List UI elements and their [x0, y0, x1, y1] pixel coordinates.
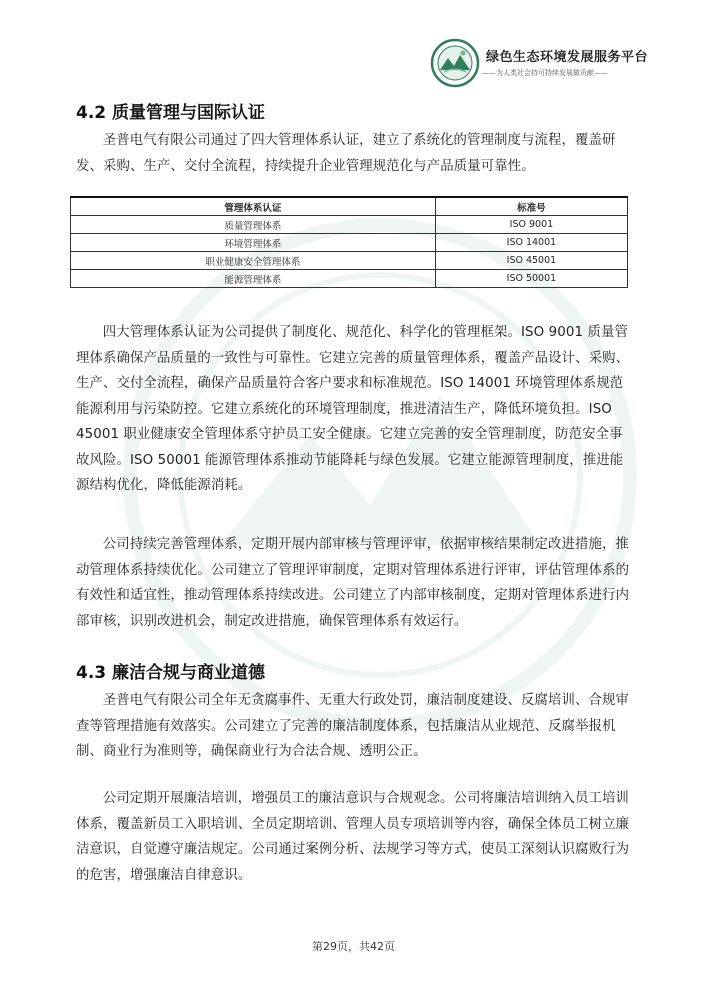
table-row	[71, 252, 628, 270]
section-4-3-paragraph-2: 公司定期开展廉洁培训，增强员工的廉洁意识与合规观念。公司将廉洁培训纳入员工培训体系，覆盖新员工入职培训、全员定期培训、管理人员专项培训等内容，确保全体员工树立廉洁意识，自觉遵守廉洁规定。公司通过案例分析、法规学习等方式，使员工深刻认识腐败行为的危害，增强廉洁自律意识。	[76, 791, 630, 883]
table-header-cell: 管理体系认证	[71, 197, 436, 216]
section-4-3-paragraph-1: 圣普电气有限公司全年无贪腐事件、无重大行政处罚，廉洁制度建设、反腐培训、合规审查等管理措施有效落实。公司建立了完善的廉洁制度体系，包括廉洁从业规范、反腐举报机制、商业行为准则等，确保商业行为合法合规、透明公正。	[76, 693, 629, 759]
table-header-cell: 标准号	[435, 197, 627, 216]
table-row	[71, 234, 628, 252]
table-cell: 能源管理体系	[71, 270, 436, 288]
section-4-2-paragraph-2: 四大管理体系认证为公司提供了制度化、规范化、科学化的管理框架。ISO 9001 质量管理体系确保产品质量的一致性与可靠性。它建立完善的质量管理体系，覆盖产品设计、采购、生产、交付全流程，确保产品质量符合客户要求和标准规范。ISO 14001 环境管理体系规范能源利用与污染防控。它建立系统化的环境管理制度，推进清洁生产，降低环境负担。ISO 45001 职业健康安全管理体系守护员工安全健康。它建立完善的安全管理制度，防范安全事故风险。ISO 50001 能源管理体系推动节能降耗与绿色发展。它建立能源管理制度，推进能源结构优化，降低能源消耗。	[76, 325, 630, 493]
table-cell: 职业健康安全管理体系	[71, 252, 436, 270]
brand-title: 绿色生态环境发展服务平台	[486, 50, 649, 65]
brand-slogan: ——为人类社会持可持续发展做贡献——	[482, 69, 608, 77]
section-4-2-intro: 圣普电气有限公司通过了四大管理体系认证，建立了系统化的管理制度与流程，覆盖研发、采购、生产、交付全流程，持续提升企业管理规范化与产品质量可靠性。	[76, 133, 616, 174]
page-header	[430, 32, 680, 94]
section-heading-4-2: 4.2 质量管理与国际认证	[76, 103, 266, 123]
table-cell: ISO 14001	[435, 234, 627, 252]
table-cell: 环境管理体系	[71, 234, 436, 252]
table-row	[71, 270, 628, 288]
table-header-row	[71, 197, 628, 216]
table-cell: 质量管理体系	[71, 216, 436, 234]
certification-table	[70, 196, 628, 288]
page-footer: 第29页，共42页	[312, 940, 395, 953]
table-cell: ISO 9001	[435, 216, 627, 234]
platform-logo-icon	[430, 38, 480, 88]
table-cell: ISO 45001	[435, 252, 627, 270]
table-row	[71, 216, 628, 234]
table-cell: ISO 50001	[435, 270, 627, 288]
section-heading-4-3: 4.3 廉洁合规与商业道德	[76, 663, 266, 683]
section-4-2-paragraph-3: 公司持续完善管理体系，定期开展内部审核与管理评审，依据审核结果制定改进措施，推动管理体系持续优化。公司建立了管理评审制度，定期对管理体系进行评审，评估管理体系的有效性和适宜性，推动管理体系持续改进。公司建立了内部审核制度，定期对管理体系进行内部审核，识别改进机会，制定改进措施，确保管理体系有效运行。	[76, 537, 630, 629]
